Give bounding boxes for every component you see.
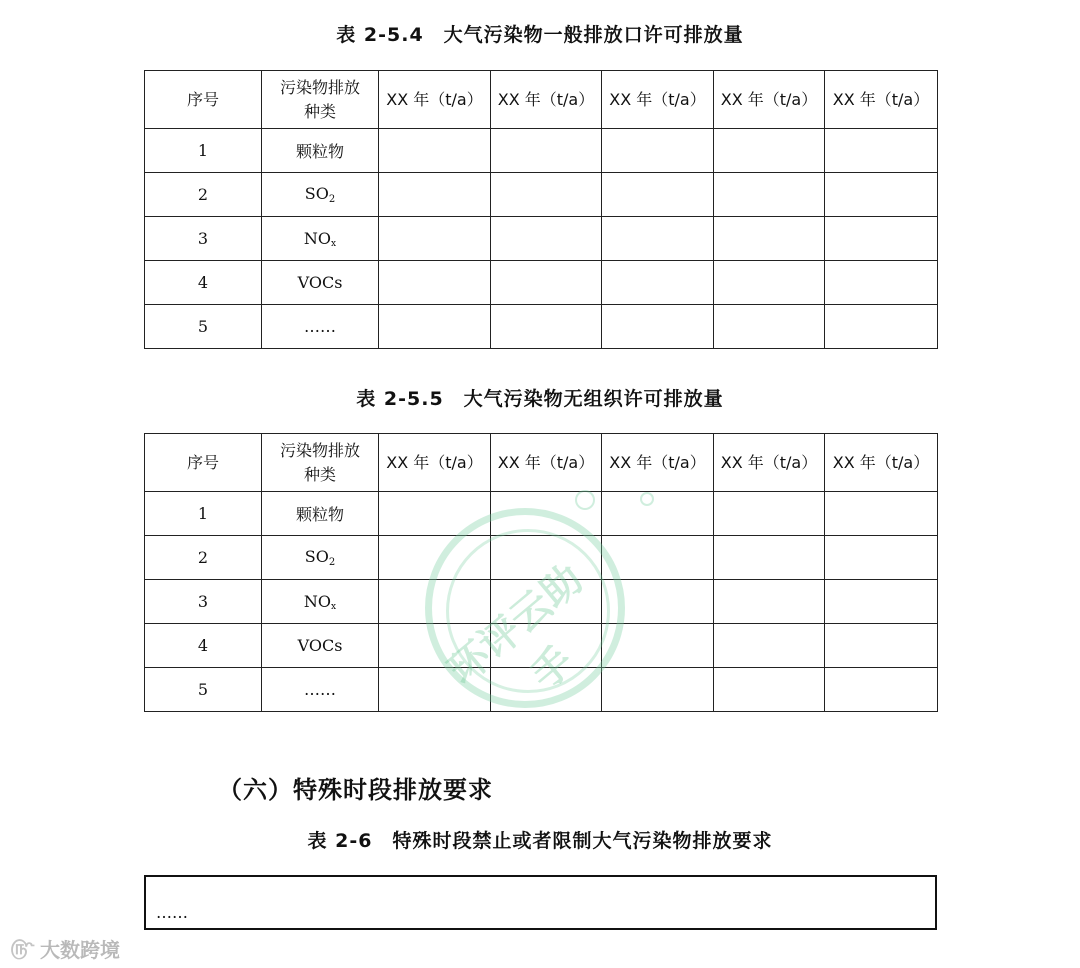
watermark-text: 大数跨境 xyxy=(40,938,121,962)
value-cell xyxy=(379,624,491,668)
value-cell xyxy=(714,129,825,173)
value-cell xyxy=(491,217,602,261)
table-row xyxy=(145,624,938,668)
value-cell xyxy=(379,129,491,173)
pollutant-cell: VOCs xyxy=(262,624,379,668)
value-cell xyxy=(602,129,714,173)
row-number: 5 xyxy=(145,668,262,712)
header-cell: XX 年（t/a） xyxy=(491,434,602,492)
value-cell xyxy=(602,217,714,261)
pollutant-cell: …… xyxy=(262,305,379,349)
value-cell xyxy=(602,668,714,712)
table-row xyxy=(145,217,938,261)
value-cell xyxy=(602,261,714,305)
table-row xyxy=(145,261,938,305)
value-cell xyxy=(825,536,938,580)
value-cell xyxy=(491,536,602,580)
value-cell xyxy=(714,536,825,580)
value-cell xyxy=(714,492,825,536)
value-cell xyxy=(602,305,714,349)
row-number: 2 xyxy=(145,173,262,217)
value-cell xyxy=(379,261,491,305)
table3-caption: 表 2-6 特殊时段禁止或者限制大气污染物排放要求 xyxy=(307,830,773,852)
value-cell xyxy=(379,305,491,349)
row-number: 3 xyxy=(145,580,262,624)
table-row xyxy=(145,173,938,217)
value-cell xyxy=(825,305,938,349)
table2 xyxy=(144,433,938,712)
table1 xyxy=(144,70,938,349)
value-cell xyxy=(491,129,602,173)
value-cell xyxy=(714,668,825,712)
value-cell xyxy=(602,580,714,624)
header-cell: XX 年（t/a） xyxy=(714,434,825,492)
header-cell: XX 年（t/a） xyxy=(379,71,491,129)
table2-header-row xyxy=(145,434,938,492)
watermark-logo-icon: ௹ xyxy=(10,935,35,959)
header-text: 污染物排放种类 xyxy=(279,440,360,484)
value-cell xyxy=(491,261,602,305)
value-cell xyxy=(491,173,602,217)
row-number: 2 xyxy=(145,536,262,580)
value-cell xyxy=(714,305,825,349)
value-cell xyxy=(825,668,938,712)
pollutant-subscript: 2 xyxy=(328,194,336,205)
table-row xyxy=(145,492,938,536)
value-cell xyxy=(491,305,602,349)
pollutant-cell xyxy=(262,217,379,261)
stamp-text: 环评云助手 xyxy=(439,555,592,699)
row-number: 1 xyxy=(145,129,262,173)
header-cell: XX 年（t/a） xyxy=(379,434,491,492)
value-cell xyxy=(825,173,938,217)
value-cell xyxy=(825,261,938,305)
pollutant-subscript: x xyxy=(331,601,337,612)
value-cell xyxy=(602,536,714,580)
header-text: 污染物排放种类 xyxy=(279,77,360,121)
pollutant-cell xyxy=(262,580,379,624)
header-cell: XX 年（t/a） xyxy=(602,434,714,492)
pollutant-cell: …… xyxy=(262,668,379,712)
row-number: 4 xyxy=(145,624,262,668)
row-number: 3 xyxy=(145,217,262,261)
table-row xyxy=(145,129,938,173)
value-cell xyxy=(379,580,491,624)
row-number: 4 xyxy=(145,261,262,305)
header-cell: XX 年（t/a） xyxy=(825,434,938,492)
header-cell: 序号 xyxy=(145,71,262,129)
table3-content: …… xyxy=(156,903,188,922)
pollutant-subscript: x xyxy=(331,238,337,249)
table-row xyxy=(145,536,938,580)
value-cell xyxy=(491,668,602,712)
row-number: 5 xyxy=(145,305,262,349)
pollutant-cell: 颗粒物 xyxy=(262,492,379,536)
value-cell xyxy=(825,129,938,173)
value-cell xyxy=(714,261,825,305)
section-heading: （六）特殊时段排放要求 xyxy=(218,776,493,804)
table-row xyxy=(145,305,938,349)
header-cell: XX 年（t/a） xyxy=(825,71,938,129)
value-cell xyxy=(714,580,825,624)
stamp-dot xyxy=(640,492,654,506)
stamp-dot xyxy=(575,490,595,510)
pollutant-text: NO xyxy=(303,591,332,611)
header-cell: XX 年（t/a） xyxy=(602,71,714,129)
row-number: 1 xyxy=(145,492,262,536)
value-cell xyxy=(379,492,491,536)
value-cell xyxy=(714,217,825,261)
pollutant-cell xyxy=(262,536,379,580)
header-cell: XX 年（t/a） xyxy=(491,71,602,129)
header-cell: 序号 xyxy=(145,434,262,492)
header-cell: XX 年（t/a） xyxy=(714,71,825,129)
table2-caption: 表 2-5.5 大气污染物无组织许可排放量 xyxy=(356,388,724,410)
corner-watermark xyxy=(10,934,120,963)
pollutant-subscript: 2 xyxy=(328,557,336,568)
header-cell xyxy=(262,434,379,492)
table1-caption: 表 2-5.4 大气污染物一般排放口许可排放量 xyxy=(336,24,744,46)
table1-header-row xyxy=(145,71,938,129)
table-row xyxy=(145,668,938,712)
value-cell xyxy=(825,217,938,261)
pollutant-text: SO xyxy=(304,547,329,566)
value-cell xyxy=(825,492,938,536)
value-cell xyxy=(602,492,714,536)
value-cell xyxy=(491,580,602,624)
pollutant-text: SO xyxy=(304,184,329,203)
table3-box xyxy=(144,875,937,930)
pollutant-cell: VOCs xyxy=(262,261,379,305)
header-cell xyxy=(262,71,379,129)
value-cell xyxy=(602,624,714,668)
table-row xyxy=(145,580,938,624)
value-cell xyxy=(379,173,491,217)
pollutant-text: NO xyxy=(303,228,332,248)
value-cell xyxy=(825,580,938,624)
value-cell xyxy=(379,536,491,580)
value-cell xyxy=(825,624,938,668)
pollutant-cell: 颗粒物 xyxy=(262,129,379,173)
value-cell xyxy=(714,624,825,668)
value-cell xyxy=(379,217,491,261)
pollutant-cell xyxy=(262,173,379,217)
value-cell xyxy=(491,624,602,668)
value-cell xyxy=(714,173,825,217)
value-cell xyxy=(379,668,491,712)
value-cell xyxy=(602,173,714,217)
